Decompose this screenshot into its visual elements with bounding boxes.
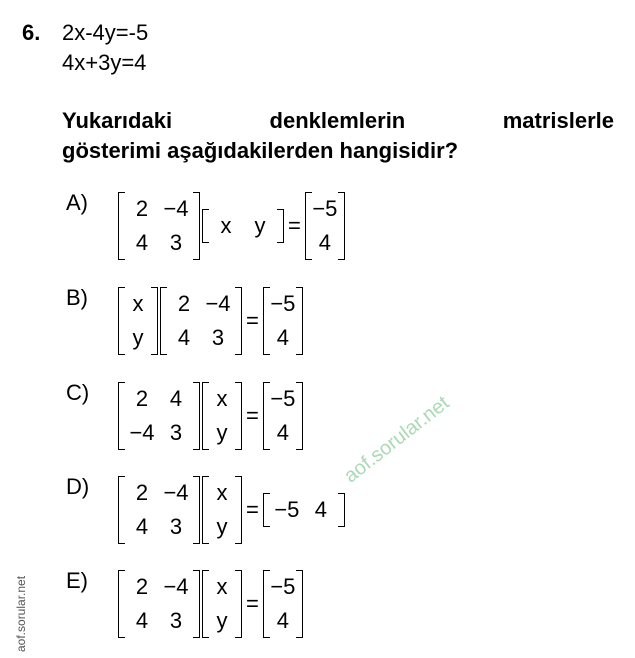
matrix-entry: 4 <box>177 325 191 350</box>
matrix-entry: y <box>216 608 228 633</box>
matrix-entry: −4 <box>163 574 189 599</box>
matrix-entry: y <box>216 420 228 445</box>
option-label[interactable]: E) <box>66 568 88 593</box>
variable-matrix <box>202 476 242 544</box>
matrix-entry: 4 <box>169 386 183 411</box>
matrix-entry: x <box>132 291 144 316</box>
matrix-entry: 2 <box>135 386 149 411</box>
matrix-entry: 3 <box>169 514 183 539</box>
matrix-entry: 4 <box>135 608 149 633</box>
equation-2: 4x+3y=4 <box>62 50 147 75</box>
left-bracket <box>202 209 209 243</box>
coefficient-matrix <box>118 287 158 355</box>
left-bracket <box>118 476 125 544</box>
matrix-entry: 3 <box>169 420 183 445</box>
matrix-entry: −4 <box>205 291 231 316</box>
right-bracket <box>193 476 200 544</box>
matrix-entry: x <box>216 480 228 505</box>
matrix-entry: 4 <box>276 325 289 350</box>
coefficient-matrix <box>118 192 200 260</box>
left-bracket <box>202 382 209 450</box>
variable-matrix <box>160 287 242 355</box>
matrix-entry: 3 <box>169 608 183 633</box>
constant-matrix <box>263 382 303 450</box>
stem-line-2: gösterimi aşağıdakilerden hangisidir? <box>62 138 459 163</box>
matrix-entry: −4 <box>163 480 189 505</box>
stem-word-3: matrislerle <box>502 108 614 133</box>
matrix-entry: 4 <box>314 497 327 522</box>
left-bracket <box>305 192 312 260</box>
matrix-entry: 2 <box>135 574 149 599</box>
matrix-entry: 4 <box>318 230 331 255</box>
question-stem <box>62 106 614 166</box>
matrix-entry: 2 <box>135 480 149 505</box>
right-bracket <box>338 493 345 527</box>
right-bracket <box>193 570 200 638</box>
left-bracket <box>263 493 270 527</box>
constant-matrix <box>263 287 303 355</box>
right-bracket <box>235 382 242 450</box>
coefficient-matrix <box>118 476 200 544</box>
right-bracket <box>277 209 284 243</box>
left-bracket <box>202 476 209 544</box>
matrix-entry: y <box>132 325 144 350</box>
right-bracket <box>296 570 303 638</box>
left-bracket <box>263 382 270 450</box>
right-bracket <box>193 192 200 260</box>
option-label[interactable]: A) <box>66 190 88 215</box>
option-expression <box>118 287 303 355</box>
equals-sign: = <box>246 591 259 616</box>
left-bracket <box>118 382 125 450</box>
matrix-entry: x <box>220 213 232 238</box>
stem-word-1: Yukarıdaki <box>62 108 173 133</box>
option-label[interactable]: D) <box>66 474 90 499</box>
left-bracket <box>118 287 125 355</box>
equals-sign: = <box>246 497 259 522</box>
left-bracket <box>118 570 125 638</box>
left-bracket <box>263 570 270 638</box>
option-expression <box>118 192 345 260</box>
left-bracket <box>118 192 125 260</box>
variable-matrix <box>202 570 242 638</box>
matrix-entry: 4 <box>276 420 289 445</box>
option-expression <box>118 476 345 544</box>
right-bracket <box>235 570 242 638</box>
constant-matrix <box>305 192 345 260</box>
right-bracket <box>151 287 158 355</box>
option-expression <box>118 382 303 450</box>
variable-matrix <box>202 209 284 243</box>
matrix-entry: y <box>254 213 266 238</box>
matrix-entry: −5 <box>270 386 296 411</box>
right-bracket <box>193 382 200 450</box>
matrix-entry: 3 <box>169 230 183 255</box>
matrix-entry: y <box>216 514 228 539</box>
watermark-vertical: aof.sorular.net <box>14 575 28 652</box>
matrix-entry: −5 <box>274 497 300 522</box>
option-label[interactable]: C) <box>66 380 90 405</box>
constant-matrix <box>263 493 345 527</box>
variable-matrix <box>202 382 242 450</box>
equals-sign: = <box>246 403 259 428</box>
matrix-entry: −5 <box>270 574 296 599</box>
right-bracket <box>296 382 303 450</box>
matrix-entry: 4 <box>135 514 149 539</box>
matrix-entry: x <box>216 574 228 599</box>
matrix-entry: 2 <box>135 196 149 221</box>
coefficient-matrix <box>118 570 200 638</box>
question-number: 6. <box>22 20 41 45</box>
left-bracket <box>263 287 270 355</box>
option-label[interactable]: B) <box>66 285 88 310</box>
right-bracket <box>296 287 303 355</box>
matrix-entry: 2 <box>177 291 191 316</box>
matrix-entry: 3 <box>211 325 225 350</box>
constant-matrix <box>263 570 303 638</box>
left-bracket <box>202 570 209 638</box>
right-bracket <box>235 476 242 544</box>
option-expression <box>118 570 303 638</box>
matrix-entry: 4 <box>276 608 289 633</box>
equals-sign: = <box>288 213 301 238</box>
matrix-entry: −5 <box>312 196 338 221</box>
equals-sign: = <box>246 308 259 333</box>
equation-1: 2x-4y=-5 <box>62 20 149 45</box>
watermark-diagonal: aof.sorular.net <box>340 391 454 488</box>
stem-word-2: denklemlerin <box>269 108 406 133</box>
right-bracket <box>235 287 242 355</box>
matrix-entry: x <box>216 386 228 411</box>
matrix-entry: −4 <box>163 196 189 221</box>
coefficient-matrix <box>118 382 200 450</box>
right-bracket <box>338 192 345 260</box>
matrix-entry: −5 <box>270 291 296 316</box>
left-bracket <box>160 287 167 355</box>
matrix-entry: −4 <box>129 420 155 445</box>
matrix-entry: 4 <box>135 230 149 255</box>
